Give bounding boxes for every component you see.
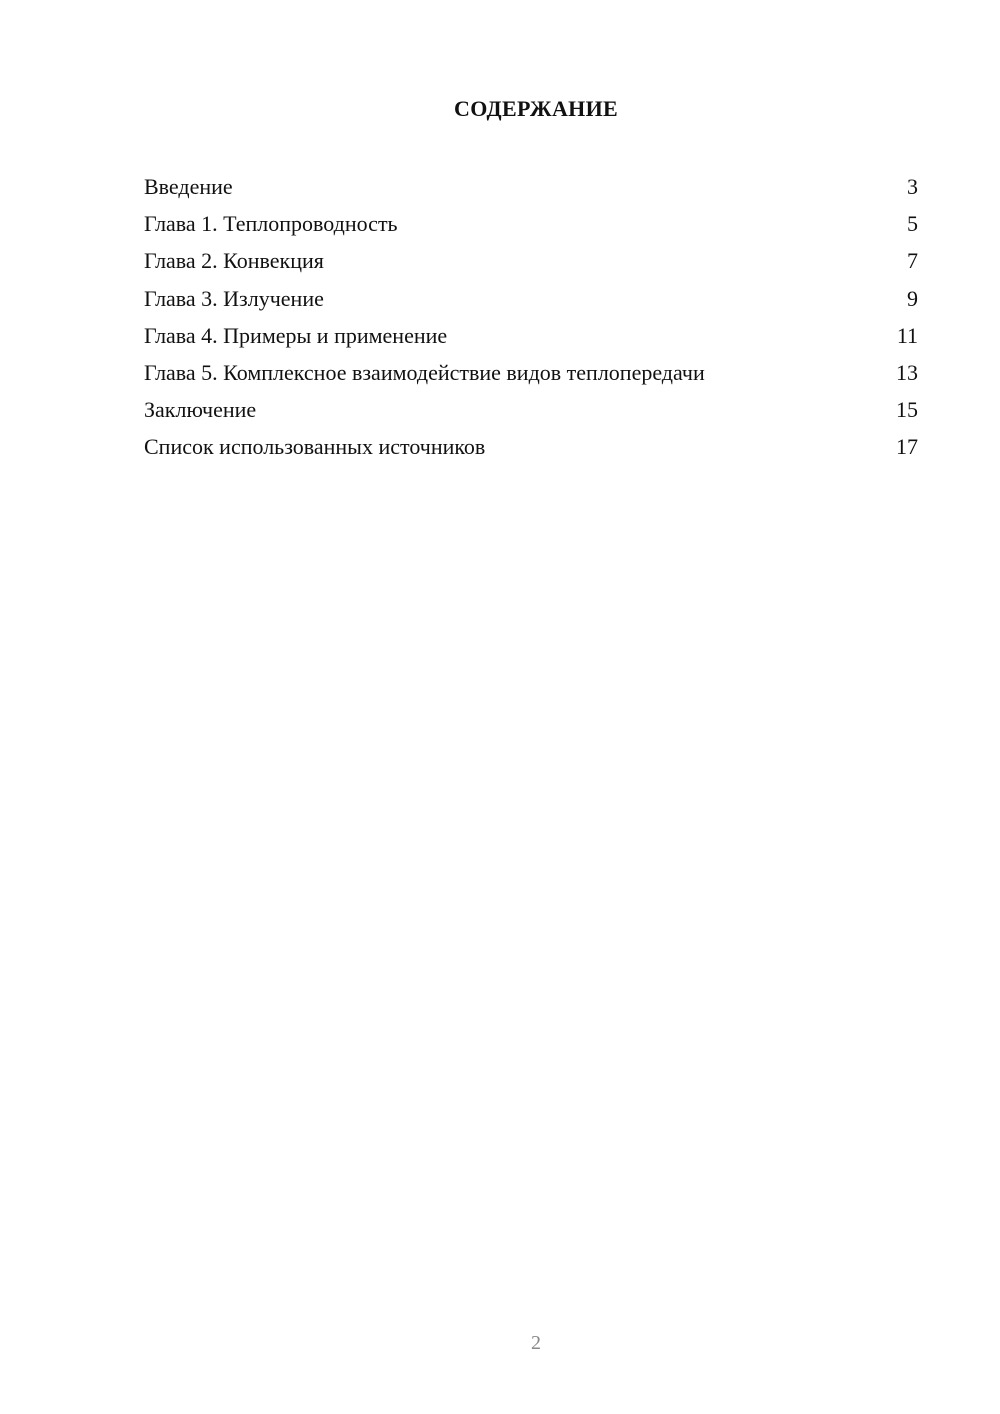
toc-entry-chapter-4[interactable] xyxy=(144,317,918,354)
toc-entry-page: 5 xyxy=(907,211,918,237)
toc-entry-page: 17 xyxy=(896,434,918,460)
toc-entry-chapter-3[interactable] xyxy=(144,280,918,317)
toc-entry-label: Глава 1. Теплопроводность xyxy=(144,211,398,237)
toc-entry-page: 11 xyxy=(896,322,918,348)
toc-entry-chapter-2[interactable] xyxy=(144,242,918,279)
toc-entry-page: 15 xyxy=(896,397,918,423)
toc-entry-label: Введение xyxy=(144,174,233,199)
page-title: СОДЕРЖАНИЕ xyxy=(454,96,618,121)
toc-entry-label: Заключение xyxy=(144,397,257,423)
page-number: 2 xyxy=(531,1332,541,1354)
toc-entry-references[interactable] xyxy=(144,428,918,465)
toc-entry-chapter-5[interactable] xyxy=(144,354,918,391)
toc-entry-label: Глава 4. Примеры и применение xyxy=(144,322,448,348)
toc-entry-label: Глава 3. Излучение xyxy=(144,285,324,311)
table-of-contents xyxy=(144,168,918,466)
toc-entry-conclusion[interactable] xyxy=(144,391,918,428)
toc-entry-page: 7 xyxy=(907,248,918,274)
toc-entry-page: 13 xyxy=(896,359,918,385)
toc-entry-label: Глава 5. Комплексное взаимодействие видов теплопередачи xyxy=(144,359,705,385)
toc-entry-label: Список использованных источников xyxy=(144,434,486,460)
toc-entry-chapter-1[interactable] xyxy=(144,205,918,242)
toc-entry-introduction[interactable] xyxy=(144,168,918,205)
toc-entry-page: 3 xyxy=(907,174,918,199)
toc-entry-page: 9 xyxy=(907,285,918,311)
toc-entry-label: Глава 2. Конвекция xyxy=(144,248,324,274)
